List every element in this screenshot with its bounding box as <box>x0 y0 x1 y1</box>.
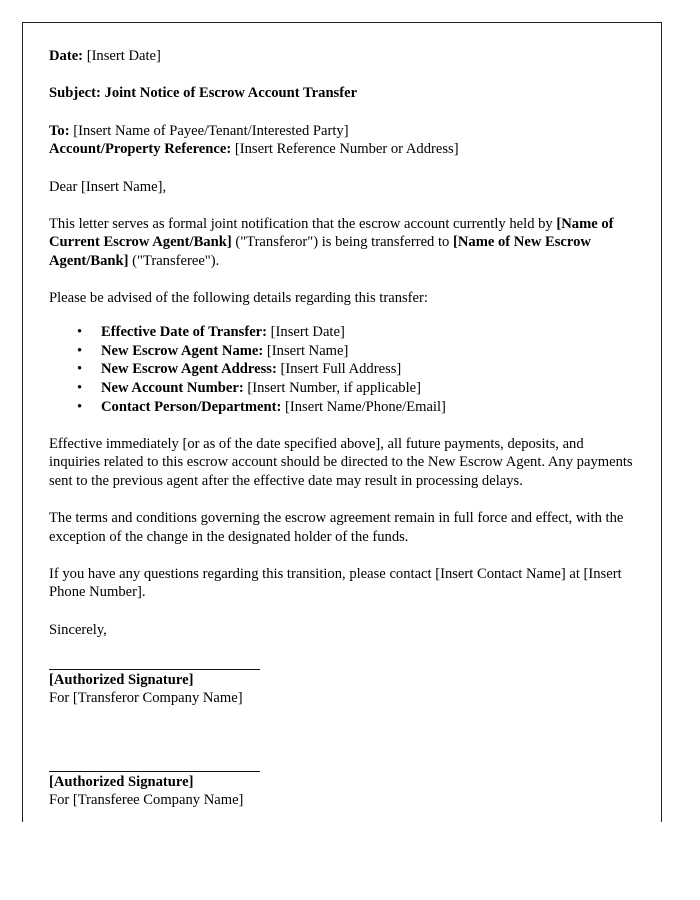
transferee-placeholder: [Name of New Escrow Agent/Bank] <box>49 234 591 269</box>
salutation: Dear [Insert Name], <box>49 178 167 195</box>
transferor-placeholder: [Name of Current Escrow Agent/Bank] <box>49 215 614 251</box>
recipient-to-line <box>49 122 637 140</box>
detail-label: New Escrow Agent Name: <box>101 342 264 359</box>
list-item <box>89 379 637 398</box>
signature-company: For [Transferee Company Name] <box>49 792 244 809</box>
date-value: [Insert Date] <box>86 48 161 64</box>
recipient-reference-line <box>49 140 637 158</box>
list-item <box>89 342 637 361</box>
signature-block-transferee <box>49 771 637 809</box>
detail-value: [Insert Date] <box>270 324 345 341</box>
transfer-details-list <box>49 323 637 416</box>
intro-part-1: This letter serves as formal joint notification that the escrow account currently held by <box>49 215 557 232</box>
list-item <box>89 323 637 342</box>
signature-name: [Authorized Signature] <box>49 672 194 689</box>
date-label: Date: <box>49 48 84 64</box>
detail-value: [Insert Number, if applicable] <box>247 379 422 396</box>
closing: Sincerely, <box>49 621 107 638</box>
signature-name: [Authorized Signature] <box>49 774 194 791</box>
body-paragraph-3: If you have any questions regarding this transition, please contact [Insert Contact Name] at [Insert Phone Number]. <box>49 565 622 601</box>
list-item <box>89 398 637 417</box>
to-value: [Insert Name of Payee/Tenant/Interested Party] <box>73 122 349 139</box>
body-paragraph-1: Effective immediately [or as of the date specified above], all future payments, deposits, and inquiries related to this escrow account should be directed to the New Escrow Agent. Any payments sent to the previous agent after the effective date may result in processing delays. <box>49 436 633 489</box>
detail-value: [Insert Name/Phone/Email] <box>285 398 446 415</box>
detail-value: [Insert Full Address] <box>280 361 402 378</box>
signature-company: For [Transferor Company Name] <box>49 690 243 707</box>
to-label: To: <box>49 122 70 139</box>
recipient-block <box>49 122 637 159</box>
intro-part-2: ("Transferor") is being transferred to <box>231 234 454 251</box>
detail-label: New Account Number: <box>101 379 244 396</box>
document-page <box>22 22 662 822</box>
details-intro: Please be advised of the following details regarding this transfer: <box>49 290 428 306</box>
signature-line <box>49 771 260 772</box>
detail-label: Effective Date of Transfer: <box>101 324 268 341</box>
intro-paragraph <box>49 215 637 270</box>
date-line <box>49 47 637 65</box>
subject-line: Subject: Joint Notice of Escrow Account Transfer <box>49 85 358 102</box>
detail-label: New Escrow Agent Address: <box>101 361 277 378</box>
signature-block-transferor <box>49 669 637 707</box>
detail-label: Contact Person/Department: <box>101 398 282 415</box>
signature-line <box>49 669 260 670</box>
letter-body <box>49 47 637 809</box>
list-item <box>89 360 637 379</box>
intro-part-3: ("Transferee"). <box>128 252 220 269</box>
reference-label: Account/Property Reference: <box>49 141 232 158</box>
reference-value: [Insert Reference Number or Address] <box>234 141 459 158</box>
detail-value: [Insert Name] <box>266 342 349 359</box>
body-paragraph-2: The terms and conditions governing the escrow agreement remain in full force and effect, with the exception of the change in the designated holder of the funds. <box>49 510 624 545</box>
